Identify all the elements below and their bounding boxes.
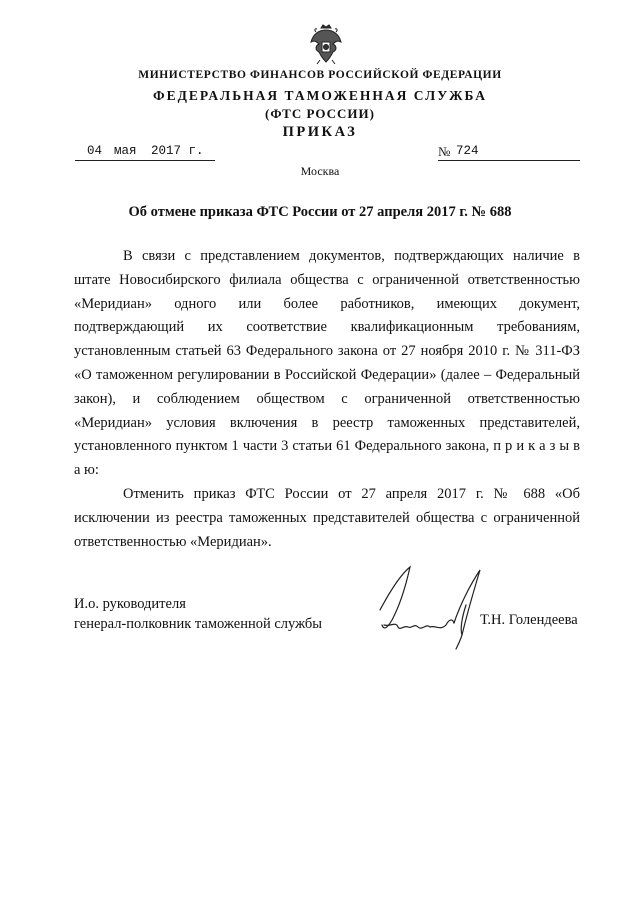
order-body [74,245,580,554]
order-city: Москва [300,164,340,178]
body-paragraph-decision: Отменить приказ ФТС России от 27 апреля 2017 г. № 688 «Об исключении из реестра таможенных представителей общества с ограниченной ответственностью «Меридиан». [74,485,580,550]
service-abbreviation: (ФТС РОССИИ) [265,106,375,121]
signatory-name: Т.Н. Голендеева [480,612,578,628]
service-name: ФЕДЕРАЛЬНАЯ ТАМОЖЕННАЯ СЛУЖБА [153,88,487,103]
body-paragraph-text: В связи с представлением документов, подтверждающих наличие в штате Новосибирского филиала общества с ограниченной ответственностью «Меридиан» одного или более работников, имеющих документ, подтверждающий их соответствие квалификационным требованиям, установленным статьей 63 Федерального закона от 27 ноября 2010 г. № 311-ФЗ «О таможенном регулировании в Российской Федерации» (далее – Федеральный закон), и соблюдением обществом с ограниченной ответственностью «Меридиан» условия включения в реестр таможенных представителей, установленного пунктом 1 части 3 статьи 61 Федерального закона, [74,248,580,455]
order-title: Об отмене приказа ФТС России от 27 апреля 2017 г. № 688 [128,204,512,220]
russian-coat-of-arms-icon [307,22,345,66]
order-number-line [438,144,580,161]
decree-word: п р и к а з ы в а ю: [74,438,580,479]
position-line-1: И.о. руководителя [74,596,186,612]
position-line-2: генерал-полковник таможенной службы [74,616,323,632]
order-day: 04 [87,144,103,158]
handwritten-signature-icon [370,565,490,650]
body-paragraph [74,245,580,483]
signatory-position [74,594,322,634]
order-number: 724 [456,144,479,158]
document-type: ПРИКАЗ [282,124,358,140]
ministry-name: МИНИСТЕРСТВО ФИНАНСОВ РОССИЙСКОЙ ФЕДЕРАЦИИ [138,69,502,81]
order-month: мая [114,144,137,158]
order-year: 2017 г. [151,144,204,158]
order-date-line [75,144,215,161]
number-sign: № [438,144,451,159]
